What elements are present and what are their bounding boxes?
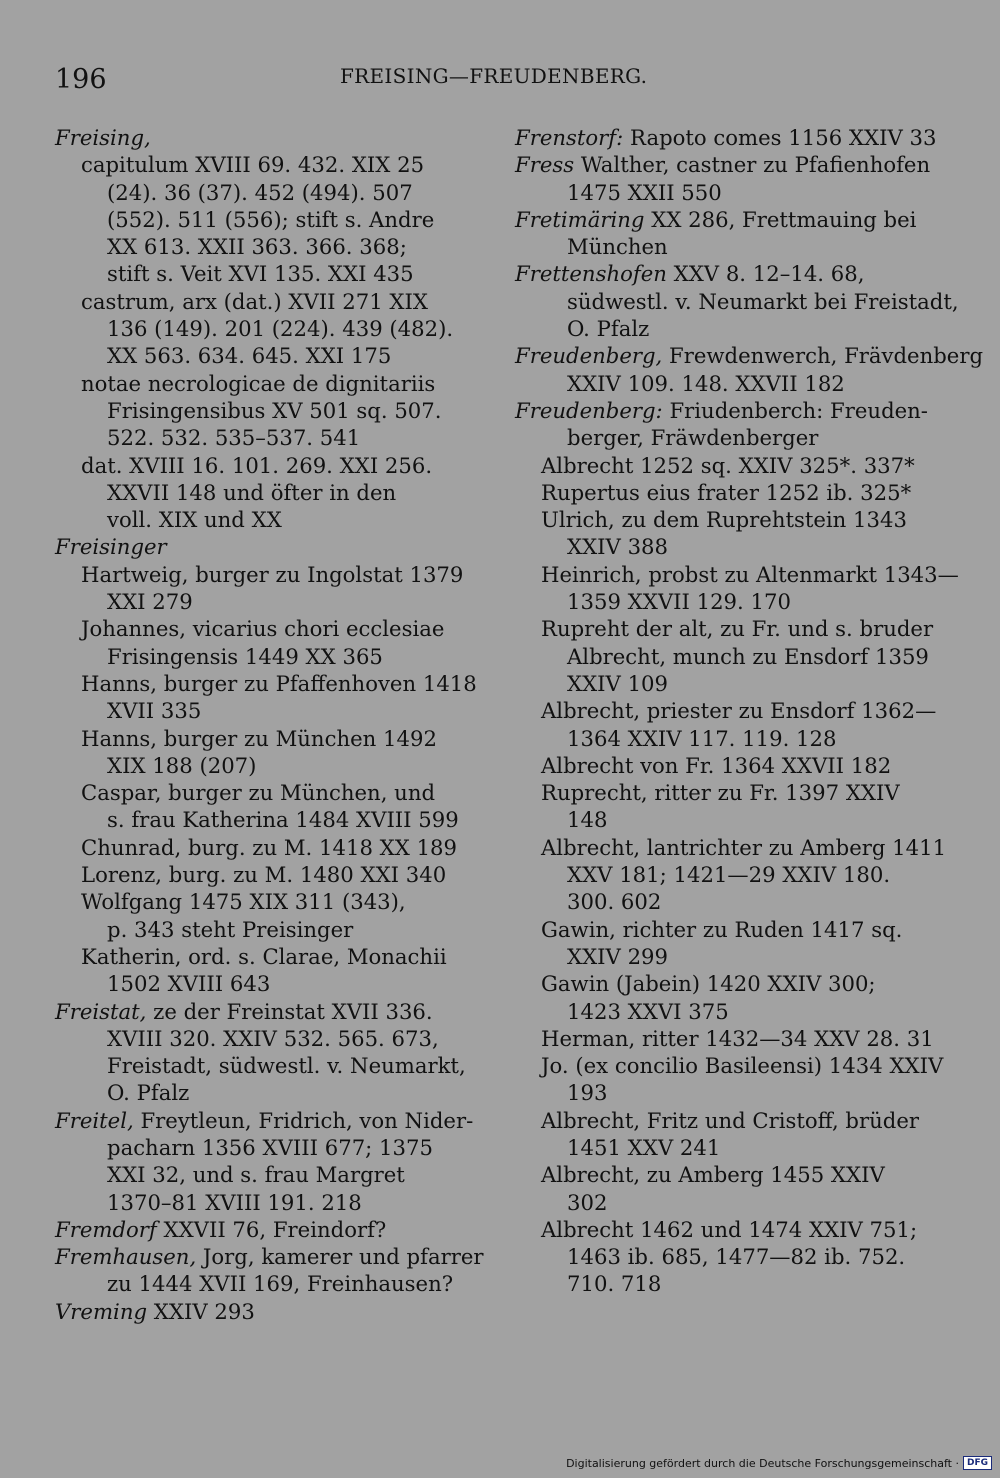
index-line (55, 533, 475, 560)
index-line (515, 1243, 935, 1270)
line-text: voll. XIX und XX (107, 507, 282, 533)
line-text: XIX 188 (207) (107, 752, 257, 778)
line-text: 1502 XVIII 643 (107, 971, 271, 997)
index-line (55, 1134, 475, 1161)
line-text: (24). 36 (37). 452 (494). 507 (107, 179, 413, 205)
index-line (515, 643, 935, 670)
index-line (55, 288, 475, 315)
line-text: Hartweig, burger zu Ingolstat 1379 (81, 561, 464, 587)
index-line (55, 260, 475, 287)
line-text: Frisingensibus XV 501 sq. 507. (107, 397, 442, 423)
line-text: Wolfgang 1475 XIX 311 (343), (81, 889, 406, 915)
line-text: 1359 XXVII 129. 170 (567, 589, 791, 615)
line-text: Jorg, kamerer und pfarrer (196, 1244, 484, 1270)
index-line (515, 1107, 935, 1134)
line-text: München (567, 234, 668, 260)
line-text: XXI 279 (107, 589, 193, 615)
line-text: Freytleun, Fridrich, von Nider- (133, 1107, 474, 1133)
index-line (515, 1161, 935, 1188)
headword: Freising, (55, 125, 151, 150)
line-text: XVIII 320. XXIV 532. 565. 673, (107, 1025, 439, 1051)
index-line (55, 725, 475, 752)
index-line (55, 752, 475, 779)
line-text: Johannes, vicarius chori ecclesiae (81, 616, 445, 642)
index-line (515, 998, 935, 1025)
line-text: notae necrologicae de dignitariis (81, 370, 436, 396)
index-line (515, 1052, 944, 1079)
line-text: Gawin (Jabein) 1420 XXIV 300; (541, 971, 876, 997)
headword: Freistat, (55, 998, 147, 1024)
line-text: Caspar, burger zu München, und (81, 780, 436, 806)
index-line (515, 424, 935, 451)
index-line (515, 288, 959, 315)
index-line (55, 342, 475, 369)
index-line (515, 1134, 935, 1161)
line-text: Jo. (ex concilio Basileensi) 1434 XXIV (541, 1053, 944, 1079)
line-text: 1364 XXIV 117. 119. 128 (567, 725, 837, 751)
line-text: Frewdenwerch, Frävdenberg (662, 343, 984, 369)
index-line (515, 506, 935, 533)
line-text: Chunrad, burg. zu M. 1418 XX 189 (81, 834, 458, 860)
line-text: XX 286, Frettmauing bei (644, 206, 917, 232)
line-text: 1451 XXV 241 (567, 1134, 721, 1160)
line-text: dat. XVIII 16. 101. 269. XXI 256. (81, 452, 433, 478)
index-line (515, 670, 935, 697)
index-line (515, 151, 935, 178)
line-text: XXVII 76, Freindorf? (156, 1216, 387, 1242)
index-line (515, 1216, 935, 1243)
line-text: 300. 602 (567, 889, 662, 915)
index-line (55, 888, 475, 915)
index-line (55, 670, 475, 697)
index-line (55, 861, 475, 888)
index-line (515, 260, 935, 287)
line-text: Albrecht 1462 und 1474 XXIV 751; (541, 1216, 918, 1242)
headword: Fremhausen, (55, 1244, 197, 1270)
index-line (55, 1216, 475, 1243)
line-text: XX 613. XXII 363. 366. 368; (107, 234, 407, 260)
line-text: XXIV 293 (147, 1298, 255, 1324)
index-line (515, 888, 935, 915)
line-text: Lorenz, burg. zu M. 1480 XXI 340 (81, 862, 447, 888)
index-line (55, 479, 475, 506)
index-line (55, 452, 475, 479)
line-text: 710. 718 (567, 1271, 662, 1297)
index-line (515, 1079, 935, 1106)
line-text: XXIV 109 (567, 670, 669, 696)
index-line (515, 725, 935, 752)
line-text: XXIV 388 (567, 534, 669, 560)
line-text: XVII 335 (107, 698, 202, 724)
headword: Freudenberg: (515, 397, 663, 423)
index-line (515, 342, 984, 369)
line-text: südwestl. v. Neumarkt bei Freistadt, (567, 288, 959, 314)
index-line (55, 370, 475, 397)
line-text: Gawin, richter zu Ruden 1417 sq. (541, 916, 903, 942)
index-line (515, 1189, 935, 1216)
line-text: berger, Fräwdenberger (567, 425, 819, 451)
index-line (515, 206, 935, 233)
index-line (55, 233, 475, 260)
line-text: XXI 32, und s. frau Margret (107, 1162, 405, 1188)
line-text: Freistadt, südwestl. v. Neumarkt, (107, 1053, 466, 1079)
index-line (55, 615, 475, 642)
line-text: Albrecht, zu Amberg 1455 XXIV (541, 1162, 885, 1188)
line-text: XXV 8. 12–14. 68, (666, 261, 865, 287)
index-line (515, 1270, 935, 1297)
index-line (515, 397, 935, 424)
line-text: 136 (149). 201 (224). 439 (482). (107, 316, 454, 342)
line-text: XXIV 299 (567, 943, 669, 969)
line-text: castrum, arx (dat.) XVII 271 XIX (81, 288, 428, 314)
index-line (515, 861, 935, 888)
line-text: Ulrich, zu dem Ruprehtstein 1343 (541, 507, 907, 533)
line-text: (552). 511 (556); stift s. Andre (107, 206, 435, 232)
line-text: Ruprecht, ritter zu Fr. 1397 XXIV (541, 780, 900, 806)
line-text: s. frau Katherina 1484 XVIII 599 (107, 807, 459, 833)
index-line (515, 943, 935, 970)
index-line (55, 1189, 475, 1216)
headword: Freitel, (55, 1107, 134, 1133)
right-column (515, 124, 984, 1298)
line-text: Albrecht von Fr. 1364 XXVII 182 (541, 752, 892, 778)
line-text: zu 1444 XVII 169, Freinhausen? (107, 1271, 454, 1297)
index-line (55, 179, 475, 206)
index-line (55, 206, 475, 233)
index-line (55, 561, 475, 588)
line-text: Hanns, burger zu München 1492 (81, 725, 437, 751)
dfg-logo: DFG (963, 1456, 992, 1470)
line-text: Hanns, burger zu Pfaffenhoven 1418 (81, 670, 477, 696)
line-text: Albrecht, lantrichter zu Amberg 1411 (541, 834, 947, 860)
line-text: 1370–81 XVIII 191. 218 (107, 1189, 362, 1215)
index-line (55, 643, 475, 670)
line-text: O. Pfalz (107, 1080, 190, 1106)
index-line (515, 315, 935, 342)
line-text: Albrecht, priester zu Ensdorf 1362— (541, 698, 937, 724)
credit-text: Digitalisierung gefördert durch die Deutsche Forschungsgemeinschaft · (566, 1456, 959, 1470)
running-head: FREISING—FREUDENBERG. (340, 64, 648, 88)
line-text: capitulum XVIII 69. 432. XIX 25 (81, 152, 425, 178)
line-text: 1475 XXII 550 (567, 179, 722, 205)
index-line (55, 1161, 475, 1188)
line-text: Albrecht 1252 sq. XXIV 325*. 337* (541, 452, 915, 478)
index-line (55, 1079, 475, 1106)
index-line (55, 970, 475, 997)
line-text: Walther, castner zu Pfafienhofen (574, 152, 931, 178)
index-line (55, 943, 475, 970)
index-line (515, 479, 935, 506)
index-line (55, 1270, 475, 1297)
line-text: XXIV 109. 148. XXVII 182 (567, 370, 845, 396)
headword: Fress (515, 152, 575, 178)
index-line (515, 588, 935, 615)
line-text: Friudenberch: Freuden- (662, 397, 928, 423)
index-line (55, 1025, 475, 1052)
index-line (515, 697, 935, 724)
page-number: 196 (55, 64, 107, 95)
line-text: pacharn 1356 XVIII 677; 1375 (107, 1134, 433, 1160)
line-text: XXVII 148 und öfter in den (107, 479, 397, 505)
line-text: Herman, ritter 1432—34 XXV 28. 31 (541, 1025, 934, 1051)
index-line (55, 697, 475, 724)
index-line (515, 615, 935, 642)
index-line (55, 916, 475, 943)
line-text: 302 (567, 1189, 608, 1215)
index-line (515, 370, 935, 397)
index-line (55, 1107, 475, 1134)
headword: Freisinger (55, 534, 167, 560)
index-line (515, 970, 935, 997)
left-column (55, 124, 484, 1325)
index-line (55, 1052, 475, 1079)
index-line (55, 1298, 475, 1325)
index-line (55, 124, 475, 151)
line-text: 1423 XXVI 375 (567, 998, 729, 1024)
line-text: XXV 181; 1421—29 XXIV 180. (567, 862, 891, 888)
index-line (55, 315, 475, 342)
line-text: O. Pfalz (567, 316, 650, 342)
headword: Vreming (55, 1298, 148, 1324)
line-text: Katherin, ord. s. Clarae, Monachii (81, 943, 447, 969)
line-text: p. 343 steht Preisinger (107, 916, 354, 942)
line-text: 522. 532. 535–537. 541 (107, 425, 361, 451)
line-text: Rupertus eius frater 1252 ib. 325* (541, 479, 912, 505)
headword: Frenstorf: (515, 125, 624, 150)
line-text: Frisingensis 1449 XX 365 (107, 643, 383, 669)
index-line (55, 588, 475, 615)
index-line (515, 916, 935, 943)
line-text: Albrecht, Fritz und Cristoff, brüder (541, 1107, 920, 1133)
index-line (515, 806, 935, 833)
line-text: 1463 ib. 685, 1477—82 ib. 752. (567, 1244, 906, 1270)
index-line (55, 506, 475, 533)
index-line (515, 561, 959, 588)
line-text: ze der Freinstat XVII 336. (146, 998, 433, 1024)
index-line (515, 179, 935, 206)
index-line (55, 424, 475, 451)
line-text: 148 (567, 807, 608, 833)
line-text: Rupreht der alt, zu Fr. und s. bruder (541, 616, 934, 642)
line-text: stift s. Veit XVI 135. XXI 435 (107, 261, 414, 287)
digitization-credit (566, 1456, 992, 1470)
headword: Frettenshofen (515, 261, 667, 287)
index-line (515, 124, 935, 151)
line-text: Albrecht, munch zu Ensdorf 1359 (567, 643, 929, 669)
index-line (515, 752, 935, 779)
line-text: 193 (567, 1080, 608, 1106)
index-line (55, 151, 475, 178)
headword: Freudenberg, (515, 343, 663, 369)
index-line (515, 834, 947, 861)
index-line (55, 998, 475, 1025)
index-line (55, 806, 475, 833)
line-text: XX 563. 634. 645. XXI 175 (107, 343, 392, 369)
line-text: Heinrich, probst zu Altenmarkt 1343— (541, 561, 959, 587)
index-line (55, 834, 475, 861)
index-line (515, 452, 935, 479)
index-line (515, 533, 935, 560)
index-line (55, 397, 475, 424)
line-text: Rapoto comes 1156 XXIV 33 (623, 125, 937, 150)
index-line (515, 779, 935, 806)
headword: Fretimäring (515, 206, 645, 232)
index-line (55, 779, 475, 806)
index-line (55, 1243, 484, 1270)
headword: Fremdorf (55, 1216, 157, 1242)
index-line (515, 1025, 935, 1052)
index-line (515, 233, 935, 260)
